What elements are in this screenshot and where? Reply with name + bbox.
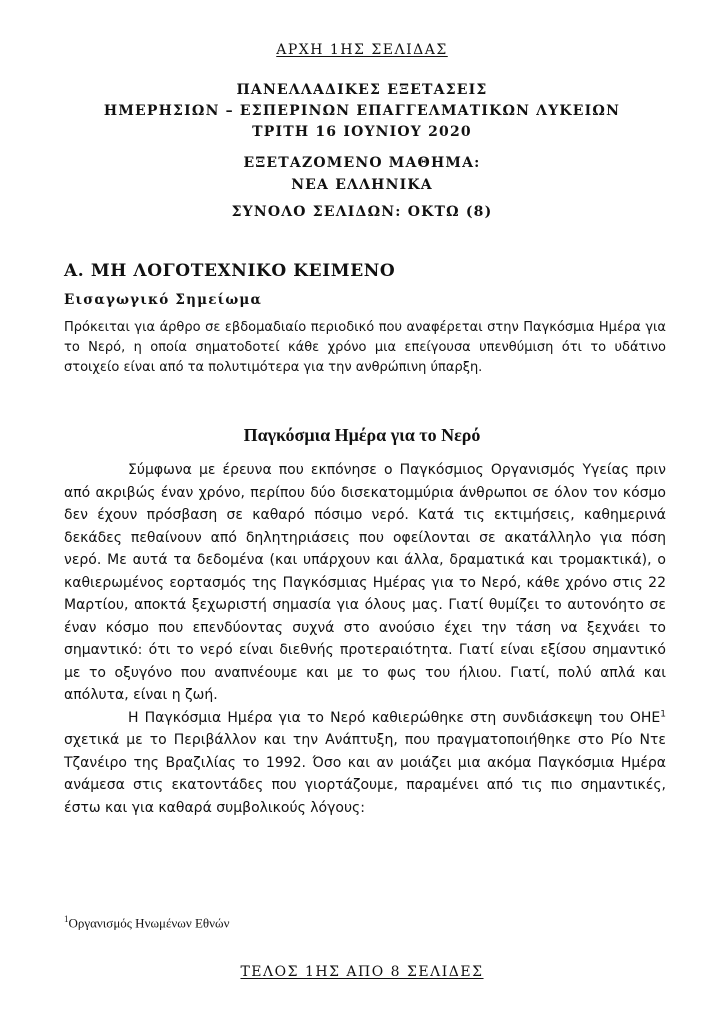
intro-text: Πρόκειται για άρθρο σε εβδομαδιαίο περιοδικό που αναφέρεται στην Παγκόσμια Ημέρα για το Νερό, η οποία σηματοδοτεί κάθε χρόνο μια επείγουσα υπενθύμιση ότι το υδάτινο στοιχείο είναι από τα πολυτιμότερα για την ανθρώπινη ύπαρξη. <box>64 320 666 375</box>
subject-name: ΝΕΑ ΕΛΛΗΝΙΚΑ <box>291 177 433 193</box>
exam-title: ΠΑΝΕΛΛΑΔΙΚΕΣ ΕΞΕΤΑΣΕΙΣ <box>236 82 488 98</box>
footnote-reference: 1 <box>660 708 666 719</box>
footnote <box>64 914 229 931</box>
page-start-marker: ΑΡΧΗ 1ΗΣ ΣΕΛΙΔΑΣ <box>276 42 448 58</box>
article-paragraph-2 <box>64 707 666 820</box>
intro-label: Εισαγωγικό Σημείωμα <box>64 292 263 308</box>
article-title: Παγκόσμια Ημέρα για το Νερό <box>243 425 481 445</box>
article-body <box>64 459 666 819</box>
section-heading: Α. ΜΗ ΛΟΓΟΤΕΧΝΙΚΟ ΚΕΙΜΕΝΟ <box>64 261 396 281</box>
total-pages: ΣΥΝΟΛΟ ΣΕΛΙΔΩΝ: ΟΚΤΩ (8) <box>231 204 493 220</box>
article-paragraph-1: Σύμφωνα με έρευνα που εκπόνησε ο Παγκόσμιος Οργανισμός Υγείας πριν από ακριβώς έναν χρόνο, περίπου δύο δισεκατομμύρια άνθρωποι σε όλον τον κόσμο δεν έχουν πρόσβαση σε καθαρό πόσιμο νερό. Κατά τις εκτιμήσεις, καθημερινά δεκάδες πεθαίνουν από δηλητηριάσεις που οφείλονται σε ακατάλληλο για πόση νερό. Με αυτά τα δεδομένα (και υπάρχουν και άλλα, δραματικά και τρομακτικά), ο καθιερωμένος εορτασμός της Παγκόσμιας Ημέρας για το Νερό, κάθε χρόνο στις 22 Μαρτίου, αποκτά ξεχωριστή σημασία για όλους μας. Γιατί θυμίζει το αυτονόητο σε έναν κόσμο που επενδύοντας συχνά στο ανούσιο έχει την τάση να ξεχνάει το σημαντικό: ότι το νερό είναι διεθνής προτεραιότητα. Γιατί είναι εξίσου σημαντικό με το οξυγόνο που αναπνέουμε και με το φως του ήλιου. Γιατί, πολύ απλά και απόλυτα, είναι η ζωή. <box>64 462 666 703</box>
footnote-text: Οργανισμός Ηνωμένων Εθνών <box>68 915 230 931</box>
footnote-marker: 1 <box>64 914 69 924</box>
subject-label: ΕΞΕΤΑΖΟΜΕΝΟ ΜΑΘΗΜΑ: <box>243 155 481 171</box>
paragraph-2-end: σχετικά με το Περιβάλλον και την Ανάπτυξη, που πραγματοποιήθηκε στο Ρίο Ντε Τζανέιρο της Βραζιλίας το 1992. Όσο και αν μοιάζει μια ακόμα Παγκόσμια Ημέρα ανάμεσα στις εκατοντάδες που γιορτάζουμε, παραμένει από τις πιο σημαντικές, έστω και για καθαρά συμβολικούς λόγους: <box>64 732 666 816</box>
exam-type: ΗΜΕΡΗΣΙΩΝ – ΕΣΠΕΡΙΝΩΝ ΕΠΑΓΓΕΛΜΑΤΙΚΩΝ ΛΥΚΕΙΩΝ <box>103 103 621 119</box>
exam-date: ΤΡΙΤΗ 16 ΙΟΥΝΙΟΥ 2020 <box>252 124 472 140</box>
subject-block <box>0 152 724 196</box>
paragraph-2-start: Η Παγκόσμια Ημέρα για το Νερό καθιερώθηκε στη συνδιάσκεψη του ΟΗΕ <box>128 709 661 726</box>
page-end-marker: ΤΕΛΟΣ 1ΗΣ ΑΠΟ 8 ΣΕΛΙΔΕΣ <box>240 964 484 980</box>
exam-header <box>0 80 724 143</box>
